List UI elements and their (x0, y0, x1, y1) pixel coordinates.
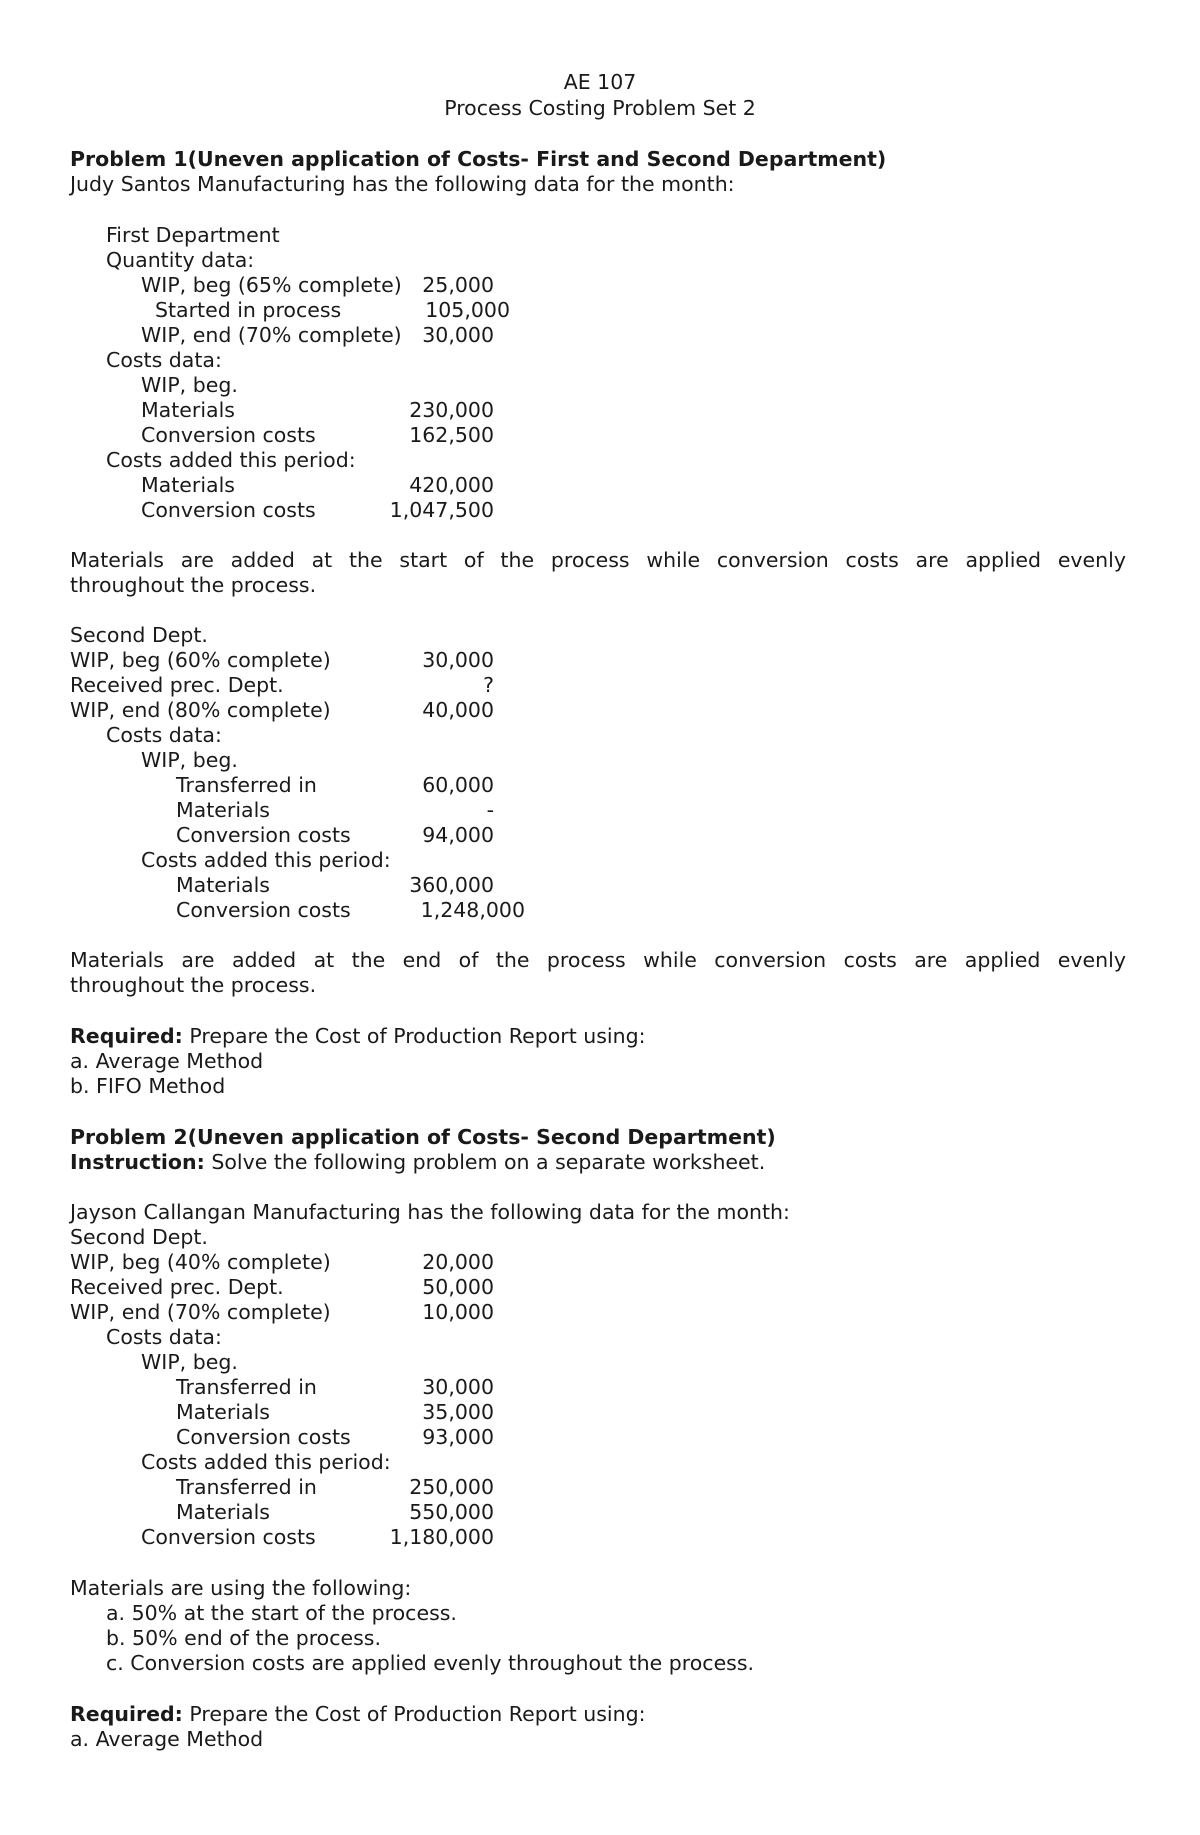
first-dept-cost-label: Conversion costs (141, 423, 316, 447)
first-dept-label: First Department (106, 223, 280, 247)
problem2-cost-label: Materials (176, 1400, 270, 1424)
problem2-cost-value: 93,000 (422, 1425, 494, 1449)
problem2-qty-label: Received prec. Dept. (70, 1275, 284, 1299)
problem2-intro: Jayson Callangan Manufacturing has the following data for the month: (70, 1200, 790, 1224)
materials-list-item: a. 50% at the start of the process. (106, 1601, 457, 1625)
first-dept-qty-value: 25,000 (422, 273, 494, 297)
first-dept-qty-value: 105,000 (425, 298, 510, 322)
second-dept-costs-label: Costs data: (106, 723, 222, 747)
second-dept-cost-label: Transferred in (176, 773, 317, 797)
second-dept-cost-value: 1,248,000 (420, 898, 525, 922)
second-dept-qty-value: ? (483, 673, 494, 697)
problem2-required (70, 1702, 646, 1727)
first-dept-qty-label: WIP, end (70% complete) (141, 323, 402, 347)
problem2-qty-value: 20,000 (422, 1250, 494, 1274)
problem2-added-label: Costs added this period: (141, 1450, 391, 1474)
problem2-qty-label: WIP, beg (40% complete) (70, 1250, 331, 1274)
first-dept-cost-value: 1,047,500 (389, 498, 494, 522)
first-dept-quantity-label: Quantity data: (106, 248, 255, 272)
problem2-cost-label: Materials (176, 1500, 270, 1524)
method-item: a. Average Method (70, 1049, 264, 1073)
note1-line1: Materials are added at the start of the process while conversion costs are applied evenly (70, 548, 1126, 572)
problem2-instruction (70, 1150, 765, 1175)
problem2-cost-label: Conversion costs (176, 1425, 351, 1449)
materials-list-item: c. Conversion costs are applied evenly throughout the process. (106, 1651, 755, 1675)
first-dept-cost-label: Materials (141, 398, 235, 422)
document-title: Process Costing Problem Set 2 (444, 96, 756, 120)
problem1-note1 (70, 548, 1126, 598)
problem2-qty-label: WIP, end (70% complete) (70, 1300, 331, 1324)
first-dept-qty-value: 30,000 (422, 323, 494, 347)
problem1-heading: Problem 1(Uneven application of Costs- First and Second Department) (70, 147, 887, 171)
first-dept-wip-beg-label: WIP, beg. (141, 373, 238, 397)
second-dept-cost-value: - (486, 798, 494, 822)
method-item: b. FIFO Method (70, 1074, 226, 1098)
problem1-required (70, 1024, 646, 1049)
instruction-text: Solve the following problem on a separate worksheet. (204, 1150, 766, 1174)
first-dept-cost-value: 162,500 (409, 423, 494, 447)
materials-list-item: b. 50% end of the process. (106, 1626, 381, 1650)
first-dept-cost-label: Materials (141, 473, 235, 497)
first-dept-qty-label: Started in process (155, 298, 342, 322)
first-dept-cost-value: 420,000 (409, 473, 494, 497)
problem2-cost-label: Transferred in (176, 1475, 317, 1499)
first-dept-costs-label: Costs data: (106, 348, 222, 372)
required-text: Prepare the Cost of Production Report using: (182, 1702, 646, 1726)
second-dept-added-label: Costs added this period: (141, 848, 391, 872)
problem2-heading: Problem 2(Uneven application of Costs- Second Department) (70, 1125, 776, 1149)
note1-line2: throughout the process. (70, 573, 317, 597)
first-dept-cost-value: 230,000 (409, 398, 494, 422)
second-dept-qty-label: Received prec. Dept. (70, 673, 284, 697)
problem2-qty-value: 10,000 (422, 1300, 494, 1324)
instruction-label: Instruction: (70, 1150, 205, 1174)
problem2-materials-label: Materials are using the following: (70, 1576, 412, 1600)
second-dept-cost-label: Conversion costs (176, 898, 351, 922)
second-dept-label: Second Dept. (70, 623, 208, 647)
problem2-cost-value: 30,000 (422, 1375, 494, 1399)
problem2-cost-label: Conversion costs (141, 1525, 316, 1549)
second-dept-qty-label: WIP, beg (60% complete) (70, 648, 331, 672)
second-dept-wip-beg-label: WIP, beg. (141, 748, 238, 772)
first-dept-qty-label: WIP, beg (65% complete) (141, 273, 402, 297)
problem2-cost-value: 1,180,000 (389, 1525, 494, 1549)
first-dept-added-label: Costs added this period: (106, 448, 356, 472)
problem2-costs-label: Costs data: (106, 1325, 222, 1349)
problem2-cost-value: 250,000 (409, 1475, 494, 1499)
second-dept-qty-value: 40,000 (422, 698, 494, 722)
problem1-intro: Judy Santos Manufacturing has the following data for the month: (70, 172, 735, 196)
problem2-wip-beg-label: WIP, beg. (141, 1350, 238, 1374)
note2-line2: throughout the process. (70, 973, 317, 997)
second-dept-cost-value: 94,000 (422, 823, 494, 847)
second-dept-cost-label: Materials (176, 798, 270, 822)
note2-line1: Materials are added at the end of the process while conversion costs are applied evenly (70, 948, 1126, 972)
second-dept-cost-label: Materials (176, 873, 270, 897)
course-code: AE 107 (563, 70, 637, 94)
required-label: Required: (70, 1702, 183, 1726)
problem2-cost-value: 35,000 (422, 1400, 494, 1424)
method-item: a. Average Method (70, 1727, 264, 1751)
second-dept-qty-value: 30,000 (422, 648, 494, 672)
problem1-note2 (70, 948, 1126, 998)
problem2-cost-label: Transferred in (176, 1375, 317, 1399)
second-dept-cost-value: 360,000 (409, 873, 494, 897)
problem2-cost-value: 550,000 (409, 1500, 494, 1524)
required-text: Prepare the Cost of Production Report using: (182, 1024, 646, 1048)
second-dept-qty-label: WIP, end (80% complete) (70, 698, 331, 722)
second-dept-cost-label: Conversion costs (176, 823, 351, 847)
problem2-dept-label: Second Dept. (70, 1225, 208, 1249)
required-label: Required: (70, 1024, 183, 1048)
problem2-qty-value: 50,000 (422, 1275, 494, 1299)
first-dept-cost-label: Conversion costs (141, 498, 316, 522)
second-dept-cost-value: 60,000 (422, 773, 494, 797)
